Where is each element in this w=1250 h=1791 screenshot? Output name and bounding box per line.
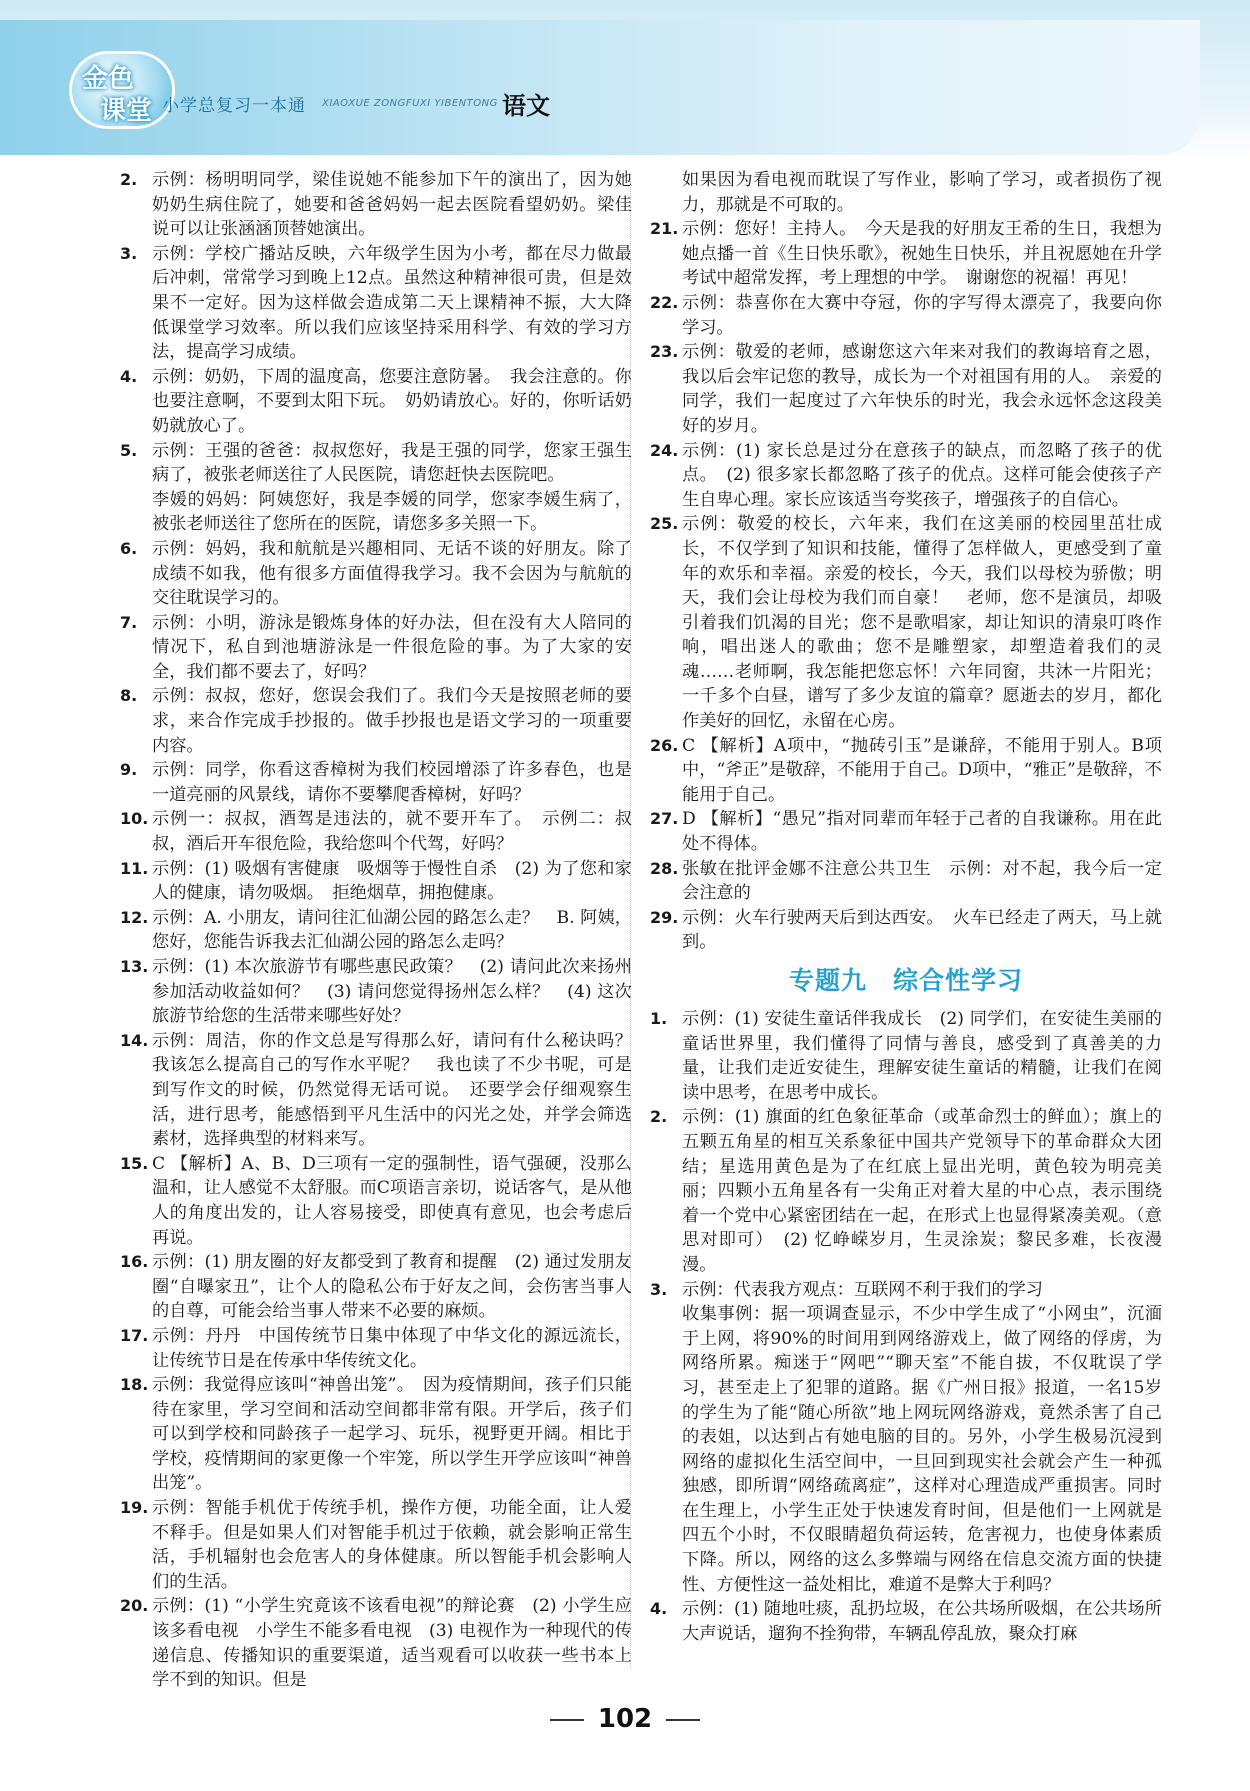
answer-text: 示例：周洁，你的作文总是写得那么好，请问有什么秘诀吗？我该怎么提高自己的写作水平呢？ 我也读了不少书呢，可是到写作文的时候，仍然觉得无话可说。 还要学会仔细观察生活，进行思考，能感悟到平凡生活中的闪光之处，并学会筛选素材，选择典型的材料来写。 — [152, 1030, 632, 1150]
answer-item — [120, 1250, 632, 1324]
answer-text: 示例：(1) 吸烟有害健康 吸烟等于慢性自杀 (2) 为了您和家人的健康，请勿吸烟。 拒绝烟草，拥抱健康。 — [152, 858, 632, 904]
answer-text: 示例：(1) 旗面的红色象征革命（或革命烈士的鲜血）；旗上的五颗五角星的相互关系象征中国共产党领导下的革命群众大团结；星选用黄色是为了在红底上显出光明，黄色较为明亮美丽；四颗小五角星各有一尖角正对着大星的中心点，表示围绕着一个党中心紧密团结在一起，在形式上也显得紧凑美观。（意思对即可） (2) 忆峥嵘岁月，生灵涂炭；黎民多难，长夜漫漫。 — [682, 1107, 1162, 1275]
answer-text: 示例：杨明明同学，梁佳说她不能参加下午的演出了，因为她奶奶生病住院了，她要和爸爸妈妈一起去医院看望奶奶。梁佳说可以让张涵涵顶替她演出。 — [152, 170, 632, 240]
answer-number: 17. — [120, 1325, 149, 1345]
answer-item — [650, 906, 1162, 955]
answer-number: 27. — [650, 809, 679, 829]
page-header — [0, 0, 1250, 160]
answer-continuation: 李媛的妈妈：阿姨您好，我是李媛的同学，您家李媛生病了，被张老师送往了您所在的医院，请您多多关照一下。 — [152, 489, 632, 535]
column-divider — [630, 178, 631, 1668]
answer-item — [120, 537, 632, 611]
answer-item — [120, 906, 632, 955]
answer-number: 1. — [650, 1009, 668, 1028]
section-answers — [650, 1007, 1162, 1646]
answer-item — [120, 758, 632, 807]
answer-item — [120, 1152, 632, 1250]
page-number-dash-right — [666, 1719, 700, 1721]
answer-number: 2. — [650, 1107, 668, 1127]
answer-item — [120, 807, 632, 856]
answer-item — [650, 168, 1162, 217]
answer-text: 示例：火车行驶两天后到达西安。 火车已经走了两天，马上就到。 — [682, 907, 1162, 953]
answer-item — [650, 1007, 1162, 1105]
answer-text: 示例：妈妈，我和航航是兴趣相同、无话不谈的好朋友。除了成绩不如我，他有很多方面值得我学习。我不会因为与航航的交往耽误学习的。 — [152, 538, 632, 609]
answer-text: 如果因为看电视而耽误了写作业，影响了学习，或者损伤了视力，那就是不可取的。 — [682, 170, 1162, 215]
answer-number: 13. — [120, 957, 149, 976]
answer-item — [650, 512, 1162, 733]
answer-text: 示例：我觉得应该叫“神兽出笼”。 因为疫情期间，孩子们只能待在家里，学习空间和活动空间都非常有限。开学后，孩子们可以到学校和同龄孩子一起学习、玩乐，视野更开阔。相比于学校，疫情期间的家更像一个牢笼，所以学生开学应该叫“神兽出笼”。 — [152, 1375, 632, 1494]
answer-item — [120, 439, 632, 488]
section-title: 专题九 综合性学习 — [788, 966, 1023, 995]
answer-item — [120, 168, 632, 242]
answer-number: 3. — [650, 1279, 668, 1299]
answer-text: 示例：智能手机优于传统手机，操作方便，功能全面，让人爱不释手。但是如果人们对智能手机过于依赖，就会影响正常生活，手机辐射也会危害人的身体健康。所以智能手机会影响人们的生活。 — [152, 1498, 632, 1592]
answer-number: 8. — [120, 686, 138, 706]
answer-text: 示例：您好！主持人。 今天是我的好朋友王希的生日，我想为她点播一首《生日快乐歌》，祝她生日快乐，并且祝愿她在升学考试中超常发挥，考上理想的中学。 谢谢您的祝福！再见！ — [682, 219, 1162, 289]
answer-item — [120, 1496, 632, 1594]
answer-item — [650, 340, 1162, 438]
answer-continuation: 收集事例：据一项调查显示，不少中学生成了“小网虫”，沉湎于上网，将90%的时间用到网络游戏上，做了网络的俘虏，为网络所累。痴迷于“网吧”“聊天室”不能自拔，不仅耽误了学习，甚至走上了犯罪的道路。据《广州日报》报道，一名15岁的学生为了能“随心所欲”地上网玩网络游戏，竟然杀害了自己的表姐，以达到占有她电脑的目的。另外，小学生极易沉浸到网络的虚拟化生活空间中，一旦回到现实社会就会产生一种孤独感，即所谓“网络疏离症”，这样对心理造成严重损害。同时在生理上，小学生正处于快速发育时间，但是他们一上网就是四五个小时，不仅眼睛超负荷运转，危害视力，也使身体素质下降。所以，网络的这么多弊端与网络在信息交流方面的快捷性、方便性这一益处相比，难道不是弊大于利吗？ — [682, 1304, 1162, 1595]
answer-item — [120, 684, 632, 758]
answer-item — [650, 1597, 1162, 1646]
answer-item — [650, 439, 1162, 513]
answer-number: 4. — [120, 366, 138, 386]
answer-text: 示例：学校广播站反映，六年级学生因为小考，都在尽力做最后冲刺，常常学习到晚上12点。虽然这种精神很可贵，但是效果不一定好。因为这样做会造成第二天上课精神不振，大大降低课堂学习效率。所以我们应该坚持采用科学、有效的学习方法，提高学习成绩。 — [152, 243, 632, 363]
answer-text: 示例：(1) 本次旅游节有哪些惠民政策？ (2) 请问此次来扬州参加活动收益如何？ (3) 请问您觉得扬州怎么样？ (4) 这次旅游节给您的生活带来哪些好处？ — [152, 957, 632, 1027]
answer-item — [650, 291, 1162, 340]
answer-text: 示例：敬爱的老师，感谢您这六年来对我们的教诲培育之恩，我以后会牢记您的教导，成长为一个对祖国有用的人。 亲爱的同学，我们一起度过了六年快乐的时光，我会永远怀念这段美好的岁月。 — [682, 342, 1162, 436]
answer-number: 6. — [120, 538, 138, 558]
answer-item — [650, 734, 1162, 808]
answer-number: 5. — [120, 440, 138, 460]
brand-bottom-text: 课堂 — [100, 96, 153, 126]
answer-text: 示例一：叔叔，酒驾是违法的，就不要开车了。 示例二：叔叔，酒后开车很危险，我给您叫个代驾，好吗？ — [152, 809, 632, 855]
answer-number: 18. — [120, 1375, 149, 1395]
answer-number: 16. — [120, 1252, 149, 1272]
answer-text: D 【解析】“愚兄”指对同辈而年轻于己者的自我谦称。用在此处不得体。 — [682, 809, 1162, 855]
answer-item — [650, 217, 1162, 291]
answer-text: 示例：叔叔，您好，您误会我们了。我们今天是按照老师的要求，来合作完成手抄报的。做手抄报也是语文学习的一项重要内容。 — [152, 686, 632, 756]
brand-top-text: 金色 — [82, 64, 135, 94]
answer-item — [120, 1594, 632, 1692]
answer-number: 25. — [650, 514, 679, 534]
answer-item — [650, 807, 1162, 856]
right-column — [650, 168, 1162, 1646]
header-band — [0, 20, 1200, 155]
answer-number: 24. — [650, 440, 679, 460]
answer-text: 示例：敬爱的校长，六年来，我们在这美丽的校园里茁壮成长，不仅学到了知识和技能，懂得了怎样做人，更感受到了童年的欢乐和幸福。亲爱的校长，今天，我们以母校为骄傲；明天，我们会让母校为我们而自豪！ 老师，您不是演员，却吸引着我们饥渴的目光；您不是歌唱家，却让知识的清泉叮咚作响，唱出迷人的歌曲；您不是雕塑家，却塑造着我们的灵魂……老师啊，我怎能把您忘怀！六年同窗，共沐一片阳光；一千多个白昼，谱写了多少友谊的篇章？愿逝去的岁月，都化作美好的回忆，永留在心房。 — [682, 514, 1162, 732]
answer-item — [650, 857, 1162, 906]
answer-item — [120, 1373, 632, 1496]
series-title: 小学总复习一本通 — [162, 96, 306, 116]
answer-item — [120, 955, 632, 1029]
page-number-dash-left — [550, 1719, 584, 1721]
answer-number: 11. — [120, 858, 149, 878]
answer-number: 15. — [120, 1153, 149, 1173]
page-number-value: 102 — [597, 1704, 653, 1734]
answer-number: 28. — [650, 858, 679, 878]
answer-number: 14. — [120, 1030, 149, 1050]
answer-text: C 【解析】A项中，“抛砖引玉”是谦辞，不能用于别人。B项中，“斧正”是敬辞，不能用于自己。D项中，“雅正”是敬辞，不能用于自己。 — [682, 735, 1162, 805]
answer-item — [650, 1278, 1162, 1303]
subject-label: 语文 — [502, 92, 550, 120]
answer-item — [650, 1105, 1162, 1277]
answer-number: 29. — [650, 907, 679, 927]
answer-text: 示例：恭喜你在大赛中夺冠，你的字写得太漂亮了，我要向你学习。 — [682, 292, 1162, 338]
answer-text: 示例：(1) 家长总是过分在意孩子的缺点，而忽略了孩子的优点。 (2) 很多家长都忽略了孩子的优点。这样可能会使孩子产生自卑心理。家长应该适当夸奖孩子，增强孩子的自信心。 — [682, 440, 1162, 510]
answer-number: 2. — [120, 170, 138, 189]
answer-number: 21. — [650, 219, 679, 239]
answer-text: 示例：奶奶，下周的温度高，您要注意防暑。 我会注意的。你也要注意啊，不要到太阳下玩。 奶奶请放心。好的，你听话奶奶就放心了。 — [152, 366, 632, 436]
answer-number: 10. — [120, 809, 149, 829]
answer-number: 9. — [120, 760, 138, 780]
answer-text: 示例：A. 小朋友，请问往汇仙湖公园的路怎么走？ B. 阿姨，您好，您能告诉我去汇仙湖公园的路怎么走吗？ — [152, 907, 632, 953]
answer-text: 示例：(1) 随地吐痰，乱扔垃圾，在公共场所吸烟，在公共场所大声说话，遛狗不拴狗带，车辆乱停乱放，聚众打麻 — [682, 1599, 1162, 1644]
answer-text: 示例：小明，游泳是锻炼身体的好办法，但在没有大人陪同的情况下，私自到池塘游泳是一件很危险的事。为了大家的安全，我们都不要去了，好吗？ — [152, 612, 632, 682]
answer-number: 22. — [650, 292, 679, 312]
answer-text: 张敏在批评金娜不注意公共卫生 示例：对不起，我今后一定会注意的 — [682, 858, 1162, 904]
answer-text: 示例：(1) 安徒生童话伴我成长 (2) 同学们，在安徒生美丽的童话世界里，我们懂得了同情与善良，感受到了真善美的力量，让我们走近安徒生，理解安徒生童话的精髓，让我们在阅读中思考，在思考中成长。 — [682, 1009, 1162, 1103]
answer-item — [120, 1029, 632, 1152]
right-column-answers — [650, 168, 1162, 955]
answer-text: 示例：王强的爸爸：叔叔您好，我是王强的同学，您家王强生病了，被张老师送往了人民医院，请您赶快去医院吧。 — [152, 440, 632, 486]
answer-number: 12. — [120, 907, 149, 927]
answer-number: 26. — [650, 735, 679, 755]
series-pinyin: XIAOXUE ZONGFUXI YIBENTONG — [322, 98, 498, 109]
answer-text: 示例：丹丹 中国传统节日集中体现了中华文化的源远流长，让传统节日是在传承中华传统文化。 — [152, 1325, 632, 1371]
answer-text: C 【解析】A、B、D三项有一定的强制性，语气强硬，没那么温和，让人感觉不太舒服。而C项语言亲切，说话客气，是从他人的角度出发的，让人容易接受，即使真有意见，也会考虑后再说。 — [152, 1153, 632, 1248]
answer-text: 示例：同学，你看这香樟树为我们校园增添了许多春色，也是一道亮丽的风景线，请你不要攀爬香樟树，好吗？ — [152, 760, 632, 805]
answer-item — [120, 365, 632, 439]
answer-number: 20. — [120, 1596, 149, 1616]
answer-text: 示例：代表我方观点：互联网不利于我们的学习 — [682, 1279, 1043, 1300]
left-column — [120, 168, 632, 1693]
page-number — [0, 1704, 1250, 1734]
answer-item — [120, 611, 632, 685]
answer-item — [120, 242, 632, 365]
answer-text: 示例：(1) 朋友圈的好友都受到了教育和提醒 (2) 通过发朋友圈“自曝家丑”，让个人的隐私公布于好友之间，会伤害当事人的自尊，可能会给当事人带来不必要的麻烦。 — [152, 1252, 632, 1322]
answer-number: 19. — [120, 1498, 149, 1518]
answer-number: 7. — [120, 612, 138, 632]
answer-number: 4. — [650, 1599, 668, 1619]
answer-number: 3. — [120, 243, 138, 263]
answer-number: 23. — [650, 342, 679, 362]
answer-item — [120, 1324, 632, 1373]
answer-text: 示例：(1) “小学生究竟该不该看电视”的辩论赛 (2) 小学生应该多看电视 小学生不能多看电视 (3) 电视作为一种现代的传递信息、传播知识的重要渠道，适当观看可以收获一些书本上学不到的知识。但是 — [152, 1596, 632, 1691]
answer-item — [120, 857, 632, 906]
